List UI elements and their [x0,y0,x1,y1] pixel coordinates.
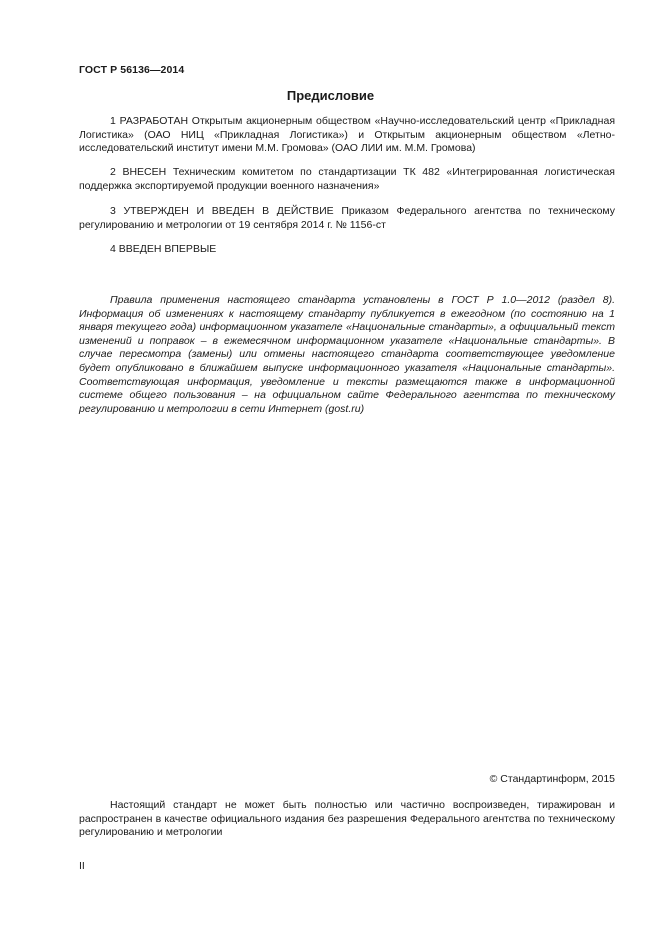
copyright: © Стандартинформ, 2015 [489,773,615,785]
standard-code: ГОСТ Р 56136—2014 [79,64,185,76]
foreword-item-1: 1 РАЗРАБОТАН Открытым акционерным обществом «Научно-исследовательский центр «Прикладная Логистика» (ОАО НИЦ «Прикладная Логистика») и Открытым акционерным обществом «Летно-исследовательский институт имени М.М. Громова» (ОАО ЛИИ им. М.М. Громова) [79,115,615,155]
page-number: II [79,860,85,872]
foreword-item-3: 3 УТВЕРЖДЕН И ВВЕДЕН В ДЕЙСТВИЕ Приказом Федерального агентства по техническому регулированию и метрологии от 19 сентября 2014 г. № 1156-ст [79,205,615,231]
foreword-item-2: 2 ВНЕСЕН Техническим комитетом по стандартизации ТК 482 «Интегрированная логистическая поддержка экспортируемой продукции военного назначения» [79,166,615,192]
application-notice: Правила применения настоящего стандарта установлены в ГОСТ Р 1.0—2012 (раздел 8). Информация об изменениях к настоящему стандарту публикуется в ежегодном (по состоянию на 1 января текущего года) информационном указателе «Национальные стандарты», а официальный текст изменений и поправок – в ежемесячном информационном указателе «Национальные стандарты». В случае пересмотра (замены) или отмены настоящего стандарта соответствующее уведомление будет опубликовано в ближайшем выпуске информационного указателя «Национальные стандарты». Соответствующая информация, уведомление и тексты размещаются также в информационной системе общего пользования – на официальном сайте Федерального агентства по техническому регулированию и метрологии в сети Интернет (gost.ru) [79,294,615,415]
reproduction-notice: Настоящий стандарт не может быть полностью или частично воспроизведен, тиражирован и распространен в качестве официального издания без разрешения Федерального агентства по техническому регулированию и метрологии [79,799,615,839]
foreword-item-4: 4 ВВЕДЕН ВПЕРВЫЕ [110,243,217,255]
section-title: Предисловие [286,88,375,103]
